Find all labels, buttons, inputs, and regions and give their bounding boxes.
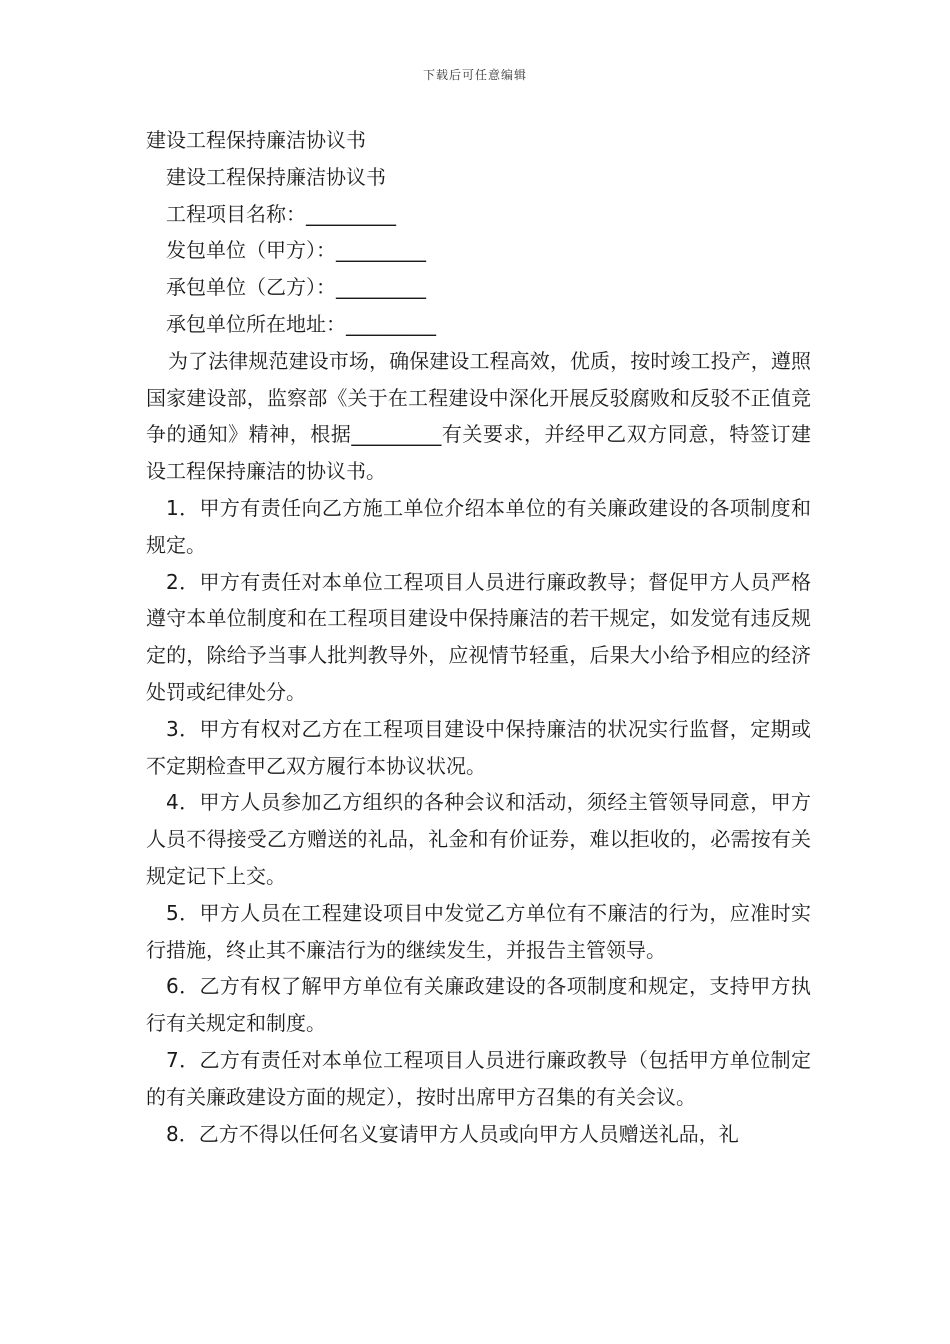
intro-paragraph: 为了法律规范建设市场，确保建设工程高效，优质，按时竣工投产，遵照国家建设部，监察部《关于在工程建设中深化开展反驳腐败和反驳不正值竞争的通知》精神，根据_________有关要求，并经甲乙双方同意，特签订建设工程保持廉洁的协议书。 (146, 348, 811, 484)
page-header-note: 下载后可任意编辑 (422, 68, 527, 82)
clause-5: 5．甲方人员在工程建设项目中发觉乙方单位有不廉洁的行为，应准时实行措施，终止其不廉洁行为的继续发生，并报告主管领导。 (146, 900, 811, 962)
clause-6: 6．乙方有权了解甲方单位有关廉政建设的各项制度和规定，支持甲方执行有关规定和制度。 (146, 974, 811, 1036)
clause-4: 4．甲方人员参加乙方组织的各种会议和活动，须经主管领导同意，甲方人员不得接受乙方赠送的礼品，礼金和有价证券，难以拒收的，必需按有关规定记下上交。 (146, 790, 811, 888)
clause-8: 8．乙方不得以任何名义宴请甲方人员或向甲方人员赠送礼品，礼 (166, 1121, 739, 1146)
field-party-b-address: 承包单位所在地址：_________ (166, 311, 436, 336)
clause-1: 1．甲方有责任向乙方施工单位介绍本单位的有关廉政建设的各项制度和规定。 (146, 495, 811, 557)
field-party-a: 发包单位（甲方）：_________ (166, 238, 426, 263)
document-body (146, 122, 811, 1152)
clause-7: 7．乙方有责任对本单位工程项目人员进行廉政教导（包括甲方单位制定的有关廉政建设方面的规定），按时出席甲方召集的有关会议。 (146, 1047, 811, 1109)
clause-3: 3．甲方有权对乙方在工程项目建设中保持廉洁的状况实行监督，定期或不定期检查甲乙双方履行本协议状况。 (146, 716, 811, 778)
field-project-name: 工程项目名称：_________ (166, 201, 396, 226)
document-subtitle: 建设工程保持廉洁协议书 (166, 164, 386, 189)
clause-2: 2．甲方有责任对本单位工程项目人员进行廉政教导；督促甲方人员严格遵守本单位制度和在工程项目建设中保持廉洁的若干规定，如发觉有违反规定的，除给予当事人批判教导外，应视情节轻重，后果大小给予相应的经济处罚或纪律处分。 (146, 569, 811, 704)
document-title: 建设工程保持廉洁协议书 (146, 128, 366, 152)
field-party-b: 承包单位（乙方）：_________ (166, 275, 426, 300)
